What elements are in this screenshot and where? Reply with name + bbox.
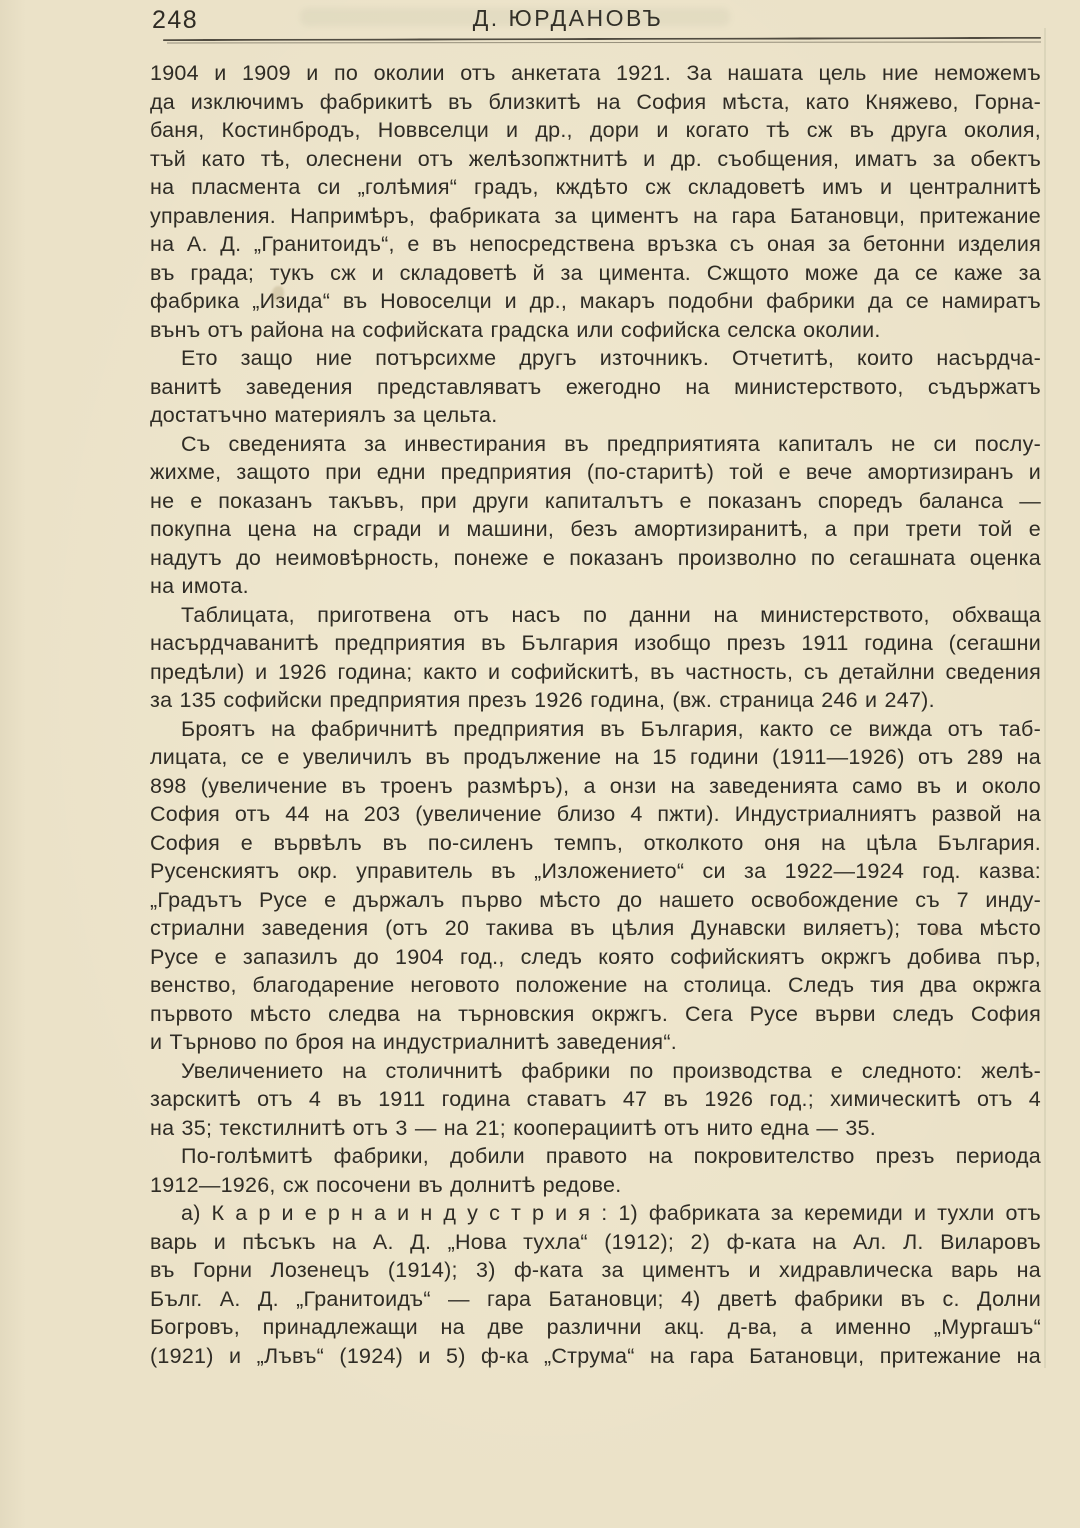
text-line: София отъ 44 на 203 (увеличение близо 4 пжти). Индустриалниятъ развой на [150, 802, 1041, 826]
text-line: на пласмента си „голѣмия“ градъ, кждѣто сж складоветѣ имъ и централнитѣ [150, 175, 1041, 199]
text-line: жихме, защото при едни предприятия (по-старитѣ) той е вече амортизиранъ и [150, 460, 1041, 484]
text-line: (1921) и „Лъвъ“ (1924) и 5) ф-ка „Струма“ на гара Батановци, притежание на [150, 1343, 1041, 1368]
text-line: баня, Костинбродъ, Новвселци и др., дори и когато тѣ сж въ друга околия, [150, 118, 1041, 142]
text-line: Съ сведенията за инвестирания въ предприятията капиталъ не си послу- [181, 431, 1041, 456]
text-line: въ Горни Лозенецъ (1914); 3) ф-ката за циментъ и хидравлическа варь на [150, 1258, 1041, 1282]
text-line: ванитѣ заведения представляватъ ежегодно на министерството, съдържатъ [150, 374, 1041, 399]
text-line: първото мѣсто следва на търновския окржгъ. Сега Русе върви следъ София [150, 1001, 1041, 1026]
page-showthrough-smudge [300, 8, 730, 26]
text-line: 1904 и 1909 и по околии отъ анкетата 1921. За нашата цель ние неможемъ [150, 61, 1041, 85]
text-block [150, 59, 1041, 1370]
text-line: да изключимъ фабрикитѣ въ близкитѣ на София мѣста, като Княжево, Горна- [150, 89, 1041, 114]
text-line: Бълг. А. Д. „Гранитоидъ“ — гара Батановци; 4) дветѣ фабрики въ с. Долни [150, 1286, 1041, 1311]
paragraph [150, 1142, 1041, 1199]
text-line: за 135 софийски предприятия презъ 1926 година, (вж. страница 246 и 247). [150, 688, 935, 712]
paragraph [150, 601, 1041, 715]
text-line: покупна цена на сгради и машини, безъ амортизиранитѣ, а при трети той е [150, 517, 1041, 541]
text-line: Броятъ на фабричнитѣ предприятия въ България, както се вижда отъ таб- [181, 716, 1041, 741]
text-line: 1912—1926, сж посочени въ долнитѣ редове. [150, 1172, 622, 1197]
text-line: тъй като тѣ, олеснени отъ желѣзопжтнитѣ и др. съобщения, иматъ за обектъ [150, 146, 1041, 171]
paragraph [150, 430, 1041, 601]
text-line: Ето защо ние потърсихме другъ източникъ. Отчетитѣ, които насърдча- [181, 346, 1041, 370]
text-line: не е показанъ такъвъ, при други капиталътъ е показанъ споредъ баланса — [150, 488, 1041, 513]
text-line: фабрика „Изида“ въ Новоселци и др., макаръ подобни фабрики да се намиратъ [150, 289, 1041, 313]
text-line: стриални заведения (отъ 20 такива въ цѣлия Дунавски виляетъ); това мѣсто [150, 916, 1041, 940]
header-rule-thin [167, 41, 1041, 43]
text-line: Русенскиятъ окр. управитель въ „Изложението“ си за 1922—1924 год. казва: [150, 859, 1041, 883]
text-line: зарскитѣ отъ 4 въ 1911 година ставатъ 47 въ 1926 год.; химическитѣ отъ 4 [150, 1087, 1041, 1111]
text-line: Русе е запазилъ до 1904 год., следъ която софийскиятъ окржгъ добива пър, [150, 944, 1041, 969]
paragraph [150, 59, 1041, 344]
text-line: на А. Д. „Гранитоидъ“, е въ непосредствена връзка съ оная за бетонни изделия [150, 232, 1041, 256]
text-line: вънъ отъ района на софийската градска или софийска селска околии. [150, 317, 881, 342]
text-line: София е вървѣлъ въ по-силенъ темпъ, отколкото оня на цѣла България. [150, 830, 1041, 855]
ink-smudge [930, 928, 944, 935]
text-line: предѣли) и 1926 година; както и софийскитѣ, въ частность, съ детайлни сведения [150, 659, 1041, 684]
text-line: По-голѣмитѣ фабрики, добили правото на покровителство презъ периода [181, 1144, 1041, 1168]
text-line: варь и пѣсъкъ на А. Д. „Нова тухла“ (1912); 2) ф-ката на Ал. Л. Виларовъ [150, 1229, 1041, 1254]
text-line: въ града; тукъ сж и складоветѣ й за цимента. Сжщото може да се каже за [150, 260, 1041, 285]
text-line: Богровъ, принадлежащи на две различни акц. д-ва, а именно „Мургашъ“ [150, 1315, 1041, 1339]
text-line: на имота. [150, 574, 249, 598]
text-line: надутъ до неимовѣрность, понеже е показанъ произволно по сегашната оценка [150, 545, 1041, 570]
text-line: насърдчаванитѣ предприятия въ България изобщо презъ 1911 година (сегашни [150, 631, 1041, 655]
header-rule [163, 37, 1041, 45]
paragraph [150, 1199, 1041, 1370]
text-line: „Градътъ Русе е държалъ първо мѣсто до нашето освобождение съ 7 инду- [150, 887, 1041, 912]
text-line: венство, благодарение неговото положение на столица. Следъ тия два окржга [150, 973, 1041, 997]
page-showthrough-line [1044, 28, 1046, 1368]
paragraph [150, 715, 1041, 1057]
text-line: Увеличението на столичнитѣ фабрики по производства е следното: желѣ- [181, 1058, 1041, 1083]
paragraph [150, 1057, 1041, 1143]
running-title: Д. ЮРДАНОВЪ [472, 5, 664, 31]
text-line: а) К а р и е р н а и н д у с т р и я : 1) фабриката за керемиди и тухли отъ [181, 1201, 1041, 1225]
text-line: 898 (увеличение въ троенъ размѣръ), а онзи на заведенията само въ и около [150, 773, 1041, 798]
text-line: управления. Напримѣръ, фабриката за циментъ на гара Батановци, притежание [150, 203, 1041, 228]
text-line: на 35; текстилнитѣ отъ 3 — на 21; кооперациитѣ отъ нито една — 35. [150, 1115, 876, 1140]
header-rule-thick [163, 37, 1041, 41]
page-number: 248 [152, 6, 199, 34]
text-line: и Търново по броя на индустриалнитѣ заведения“. [150, 1030, 677, 1054]
paragraph [150, 344, 1041, 430]
text-line: достатъчно материялъ за цельта. [150, 403, 498, 427]
text-line: Таблицата, приготвена отъ насъ по данни на министерството, обхваща [181, 602, 1041, 627]
text-line: лицата, се е увеличилъ въ продължение на 15 години (1911—1926) отъ 289 на [150, 745, 1041, 769]
